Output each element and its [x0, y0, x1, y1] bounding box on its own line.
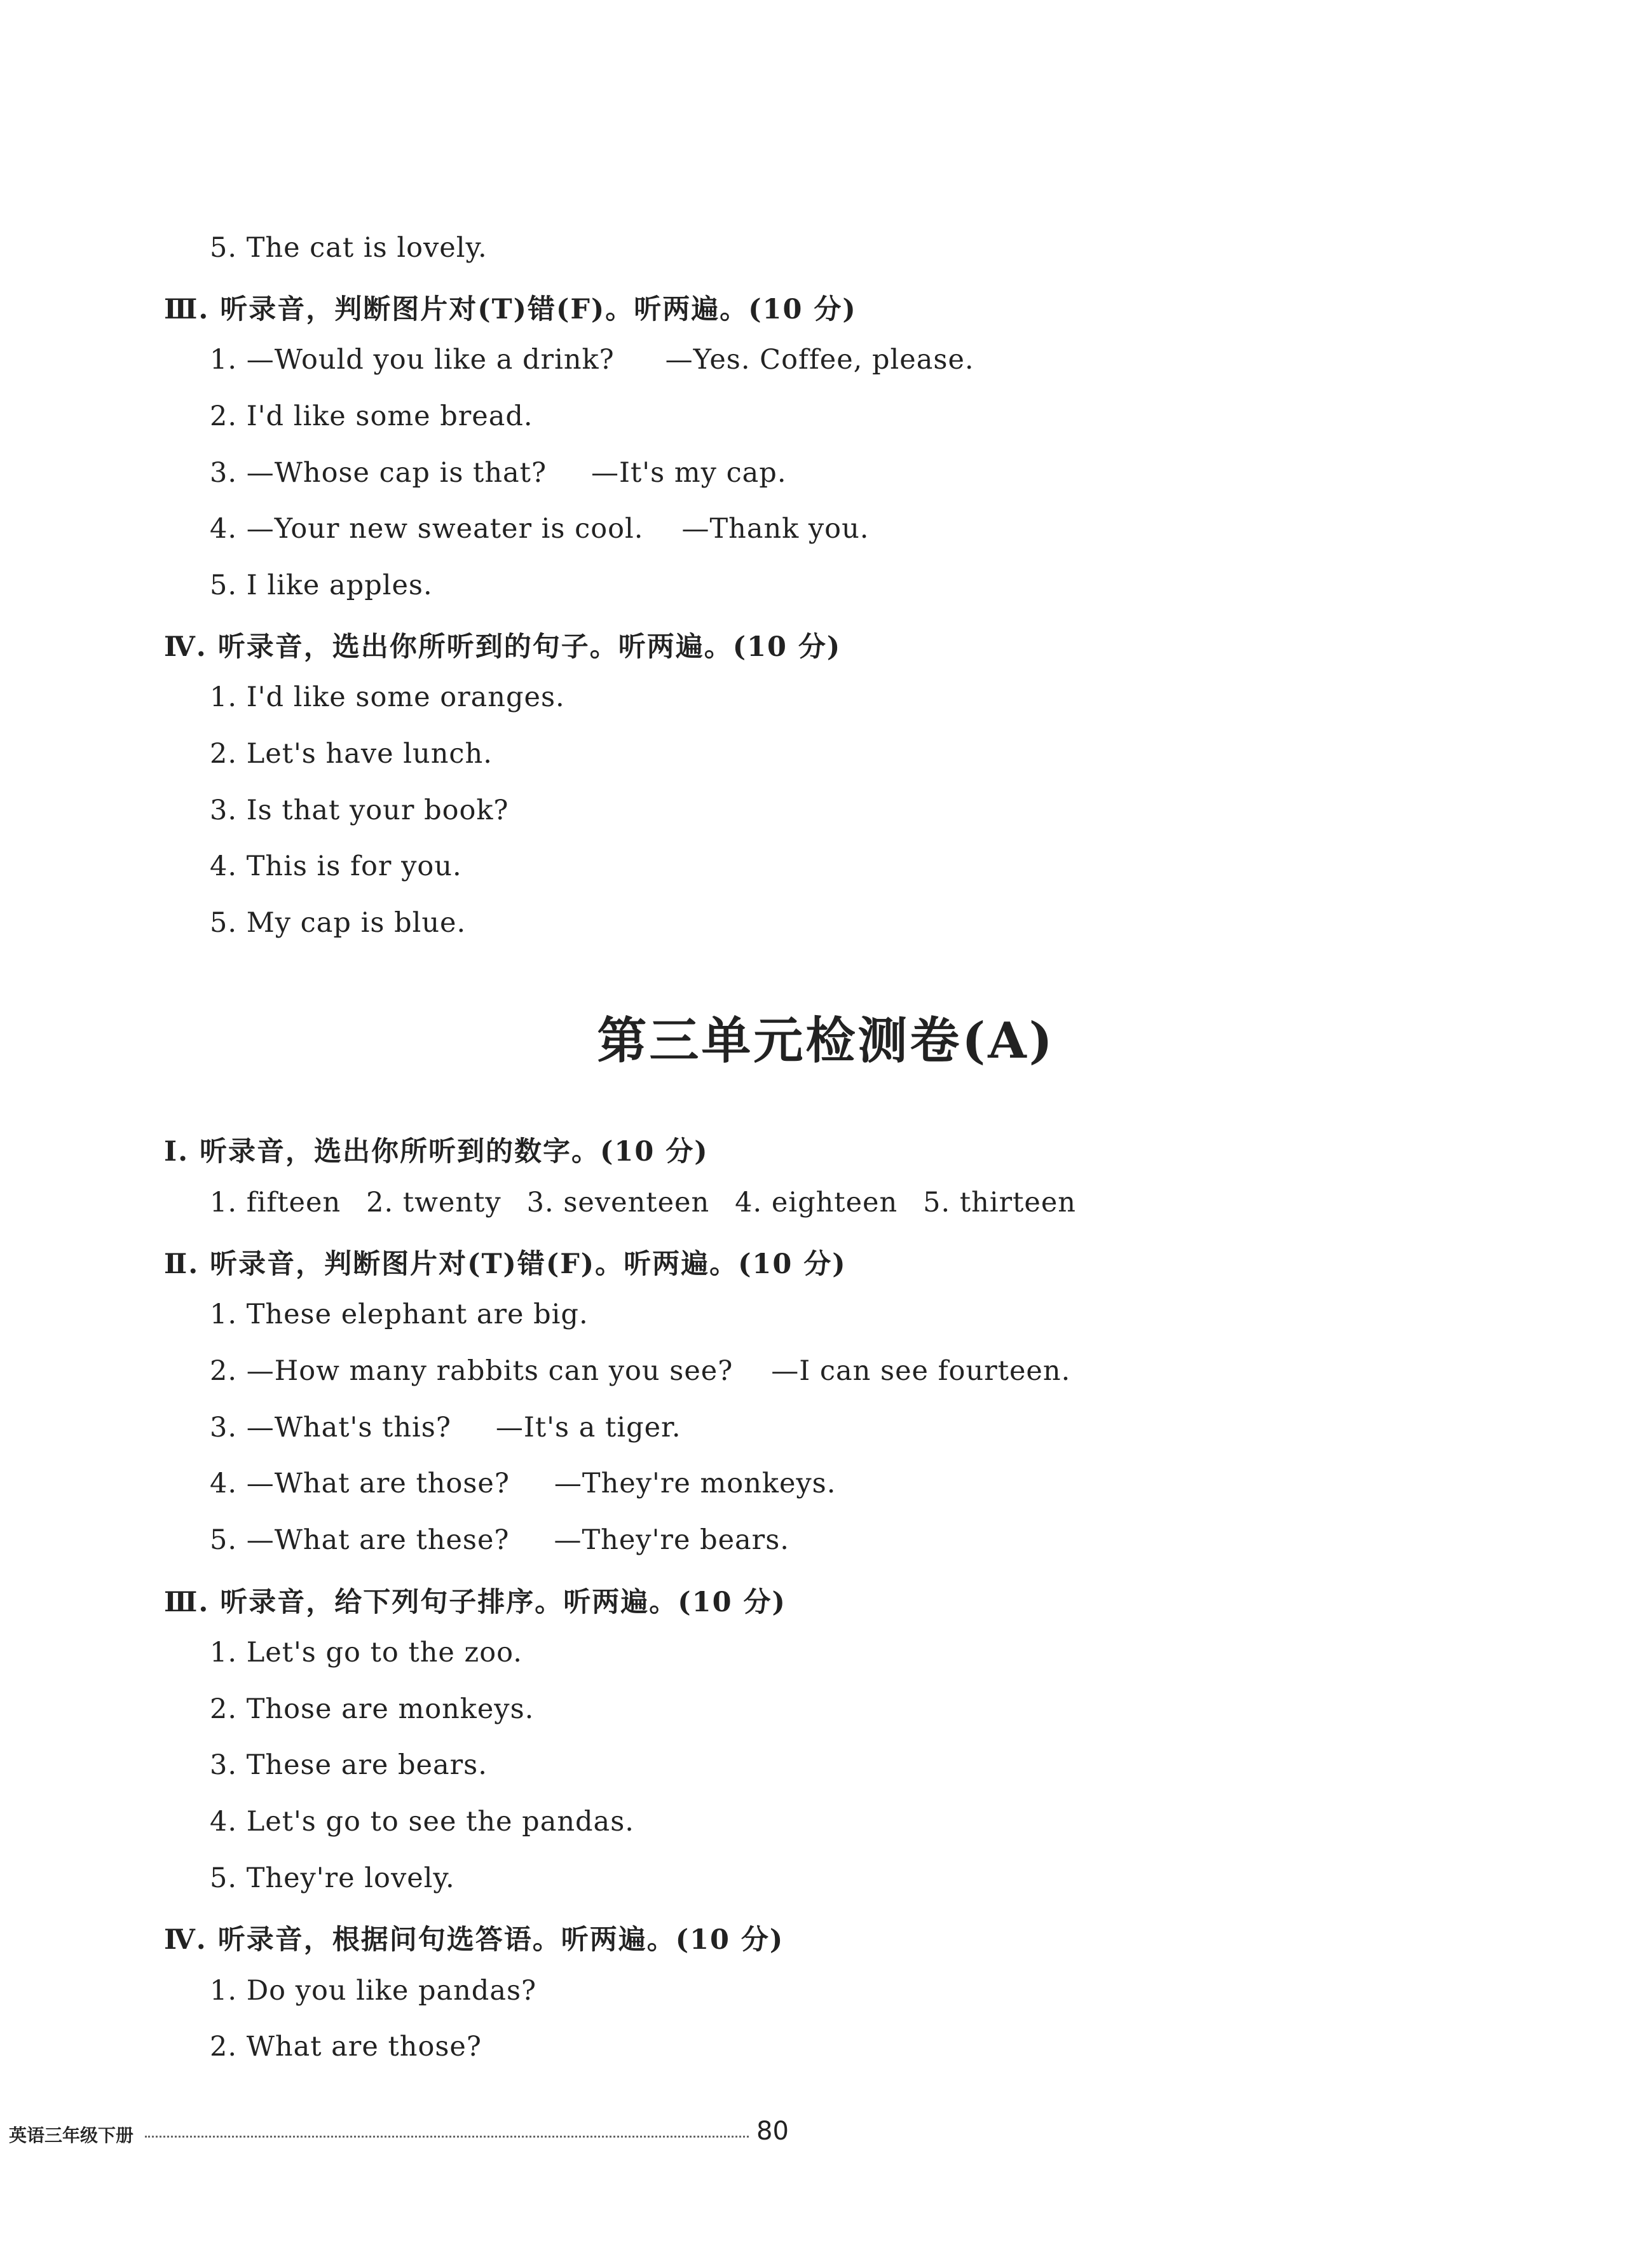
- question: 4. —Your new sweater is cool.: [210, 513, 644, 545]
- unit-section4-heading: Ⅳ. 听录音，根据问句选答语。听两遍。(10 分): [164, 1924, 784, 1956]
- unit-s2-item-4: [210, 1468, 836, 1499]
- answer: —They're monkeys.: [554, 1468, 836, 1499]
- unit-s3-item-2: 2. Those are monkeys.: [210, 1693, 535, 1725]
- unit-s1-items: [210, 1187, 1076, 1218]
- prev-item-5: 5. The cat is lovely.: [210, 232, 488, 264]
- unit-s3-item-3: 3. These are bears.: [210, 1749, 488, 1781]
- question: 4. —What are those?: [210, 1468, 510, 1499]
- prev-s3-item-4: [210, 513, 869, 545]
- page-number: 80: [756, 2117, 789, 2146]
- unit-s4-item-2: 2. What are those?: [210, 2031, 482, 2063]
- prev-s4-item-1: 1. I'd like some oranges.: [210, 681, 565, 713]
- number-option: 1. fifteen: [210, 1187, 341, 1218]
- answer: —I can see fourteen.: [771, 1355, 1071, 1387]
- number-option: 2. twenty: [366, 1187, 502, 1218]
- unit-s2-item-5: [210, 1524, 789, 1556]
- prev-s4-item-3: 3. Is that your book?: [210, 795, 509, 826]
- footer-book-title: 英语三年级下册: [9, 2125, 134, 2146]
- prev-section3-heading: Ⅲ. 听录音，判断图片对(T)错(F)。听两遍。(10 分): [164, 294, 857, 325]
- unit-s3-item-4: 4. Let's go to see the pandas.: [210, 1806, 634, 1838]
- question: 1. —Would you like a drink?: [210, 344, 615, 376]
- prev-section4-heading: Ⅳ. 听录音，选出你所听到的句子。听两遍。(10 分): [164, 631, 842, 663]
- unit-section3-heading: Ⅲ. 听录音，给下列句子排序。听两遍。(10 分): [164, 1587, 786, 1618]
- prev-s4-item-2: 2. Let's have lunch.: [210, 738, 493, 770]
- prev-s4-item-5: 5. My cap is blue.: [210, 907, 467, 939]
- answer: —Thank you.: [681, 513, 870, 545]
- unit-title: 第三单元检测卷(A): [597, 1012, 1055, 1070]
- unit-s2-item-3: [210, 1412, 681, 1443]
- question: 2. —How many rabbits can you see?: [210, 1355, 734, 1387]
- unit-s3-item-1: 1. Let's go to the zoo.: [210, 1637, 522, 1669]
- answer: —It's a tiger.: [495, 1412, 681, 1443]
- footer-dotted-rule: [145, 2136, 749, 2138]
- unit-section2-heading: Ⅱ. 听录音，判断图片对(T)错(F)。听两遍。(10 分): [164, 1248, 847, 1280]
- prev-s3-item-5: 5. I like apples.: [210, 570, 433, 601]
- unit-section1-heading: Ⅰ. 听录音，选出你所听到的数字。(10 分): [164, 1136, 709, 1168]
- answer: —Yes. Coffee, please.: [665, 344, 974, 376]
- answer: —They're bears.: [554, 1524, 789, 1556]
- number-option: 3. seventeen: [526, 1187, 710, 1218]
- number-option: 4. eighteen: [735, 1187, 898, 1218]
- unit-s2-item-1: 1. These elephant are big.: [210, 1299, 589, 1330]
- prev-s3-item-2: 2. I'd like some bread.: [210, 400, 533, 432]
- unit-s3-item-5: 5. They're lovely.: [210, 1862, 455, 1894]
- unit-s2-item-2: [210, 1355, 1070, 1387]
- question: 3. —What's this?: [210, 1412, 451, 1443]
- number-option: 5. thirteen: [923, 1187, 1077, 1218]
- prev-s4-item-4: 4. This is for you.: [210, 850, 462, 882]
- unit-s4-item-1: 1. Do you like pandas?: [210, 1975, 537, 2007]
- prev-s3-item-1: [210, 344, 974, 376]
- prev-s3-item-3: [210, 457, 787, 489]
- question: 5. —What are these?: [210, 1524, 510, 1556]
- answer: —It's my cap.: [591, 457, 787, 489]
- question: 3. —Whose cap is that?: [210, 457, 547, 489]
